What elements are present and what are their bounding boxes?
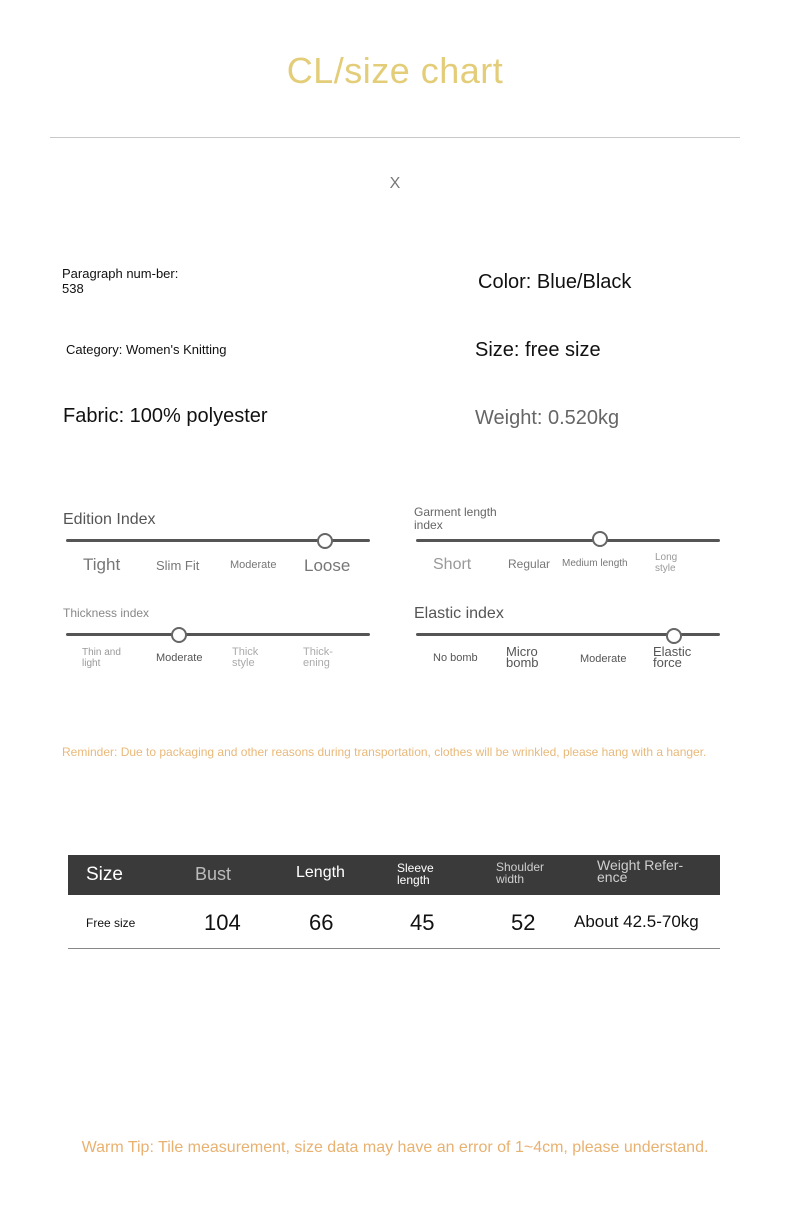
warm-tip-text: Warm Tip: Tile measurement, size data may have an error of 1~4cm, please understand. <box>81 1139 709 1156</box>
weight-info: Weight: 0.520kg <box>475 407 620 429</box>
elastic-option-no-bomb: No bomb <box>433 652 478 664</box>
elastic-option-moderate: Moderate <box>580 653 627 665</box>
garment-option-medium-length: Medium length <box>562 558 628 569</box>
size-table-bottom-rule <box>68 948 720 949</box>
thickness-option-moderate: Moderate <box>156 652 203 664</box>
cell-size: Free size <box>86 916 136 930</box>
garment-option-short: Short <box>433 556 472 573</box>
edition-option-moderate: Moderate <box>230 559 277 571</box>
elastic-index-marker <box>666 628 682 644</box>
cell-weight-reference: About 42.5-70kg <box>574 912 699 931</box>
header-length: Length <box>296 864 345 881</box>
header-size: Size <box>86 864 123 885</box>
category-info: Category: Women's Knitting <box>66 342 227 357</box>
edition-index-title: Edition Index <box>63 511 156 528</box>
cell-length: 66 <box>309 910 334 935</box>
color-info: Color: Blue/Black <box>478 271 632 293</box>
header-shoulder-width: Shoulder width <box>496 860 545 886</box>
cell-sleeve-length: 45 <box>410 910 435 935</box>
header-sleeve-length: Sleeve length <box>397 861 434 887</box>
edition-option-loose: Loose <box>304 556 351 575</box>
garment-length-index-title: Garment length index <box>414 505 497 532</box>
garment-option-regular: Regular <box>508 557 551 571</box>
header-bust: Bust <box>195 864 232 884</box>
page-title: CL/size chart <box>286 50 504 91</box>
thickness-index-title: Thickness index <box>63 606 150 620</box>
elastic-index-title: Elastic index <box>414 605 504 622</box>
title-divider <box>50 137 740 138</box>
edition-index-marker <box>317 533 333 549</box>
edition-option-slim-fit: Slim Fit <box>156 558 200 573</box>
elastic-option-micro-bomb: Micro bomb <box>506 644 539 670</box>
cell-shoulder-width: 52 <box>511 910 536 935</box>
size-info: Size: free size <box>475 339 601 361</box>
reminder-text: Reminder: Due to packaging and other reasons during transportation, clothes will be wrinkled, please hang with a hanger. <box>62 745 707 759</box>
fabric-info: Fabric: 100% polyester <box>63 405 268 427</box>
thickness-option-thick-style: Thick style <box>232 646 259 669</box>
thickness-index-track <box>66 633 370 636</box>
garment-length-index-marker <box>592 531 608 547</box>
cell-bust: 104 <box>204 910 241 935</box>
edition-option-tight: Tight <box>83 555 121 574</box>
paragraph-number: Paragraph num-ber: 538 <box>62 266 179 296</box>
garment-option-long-style: Long style <box>655 552 678 574</box>
thickness-option-thin-and-light: Thin and light <box>82 647 121 669</box>
thickness-index-marker <box>171 627 187 643</box>
thickness-option-thickening: Thick-ening <box>303 646 333 669</box>
garment-length-index-track <box>416 539 720 542</box>
close-mark: X <box>389 175 401 192</box>
header-weight-reference: Weight Refer-ence <box>597 857 684 885</box>
elastic-option-elastic-force: Elastic force <box>653 644 692 670</box>
